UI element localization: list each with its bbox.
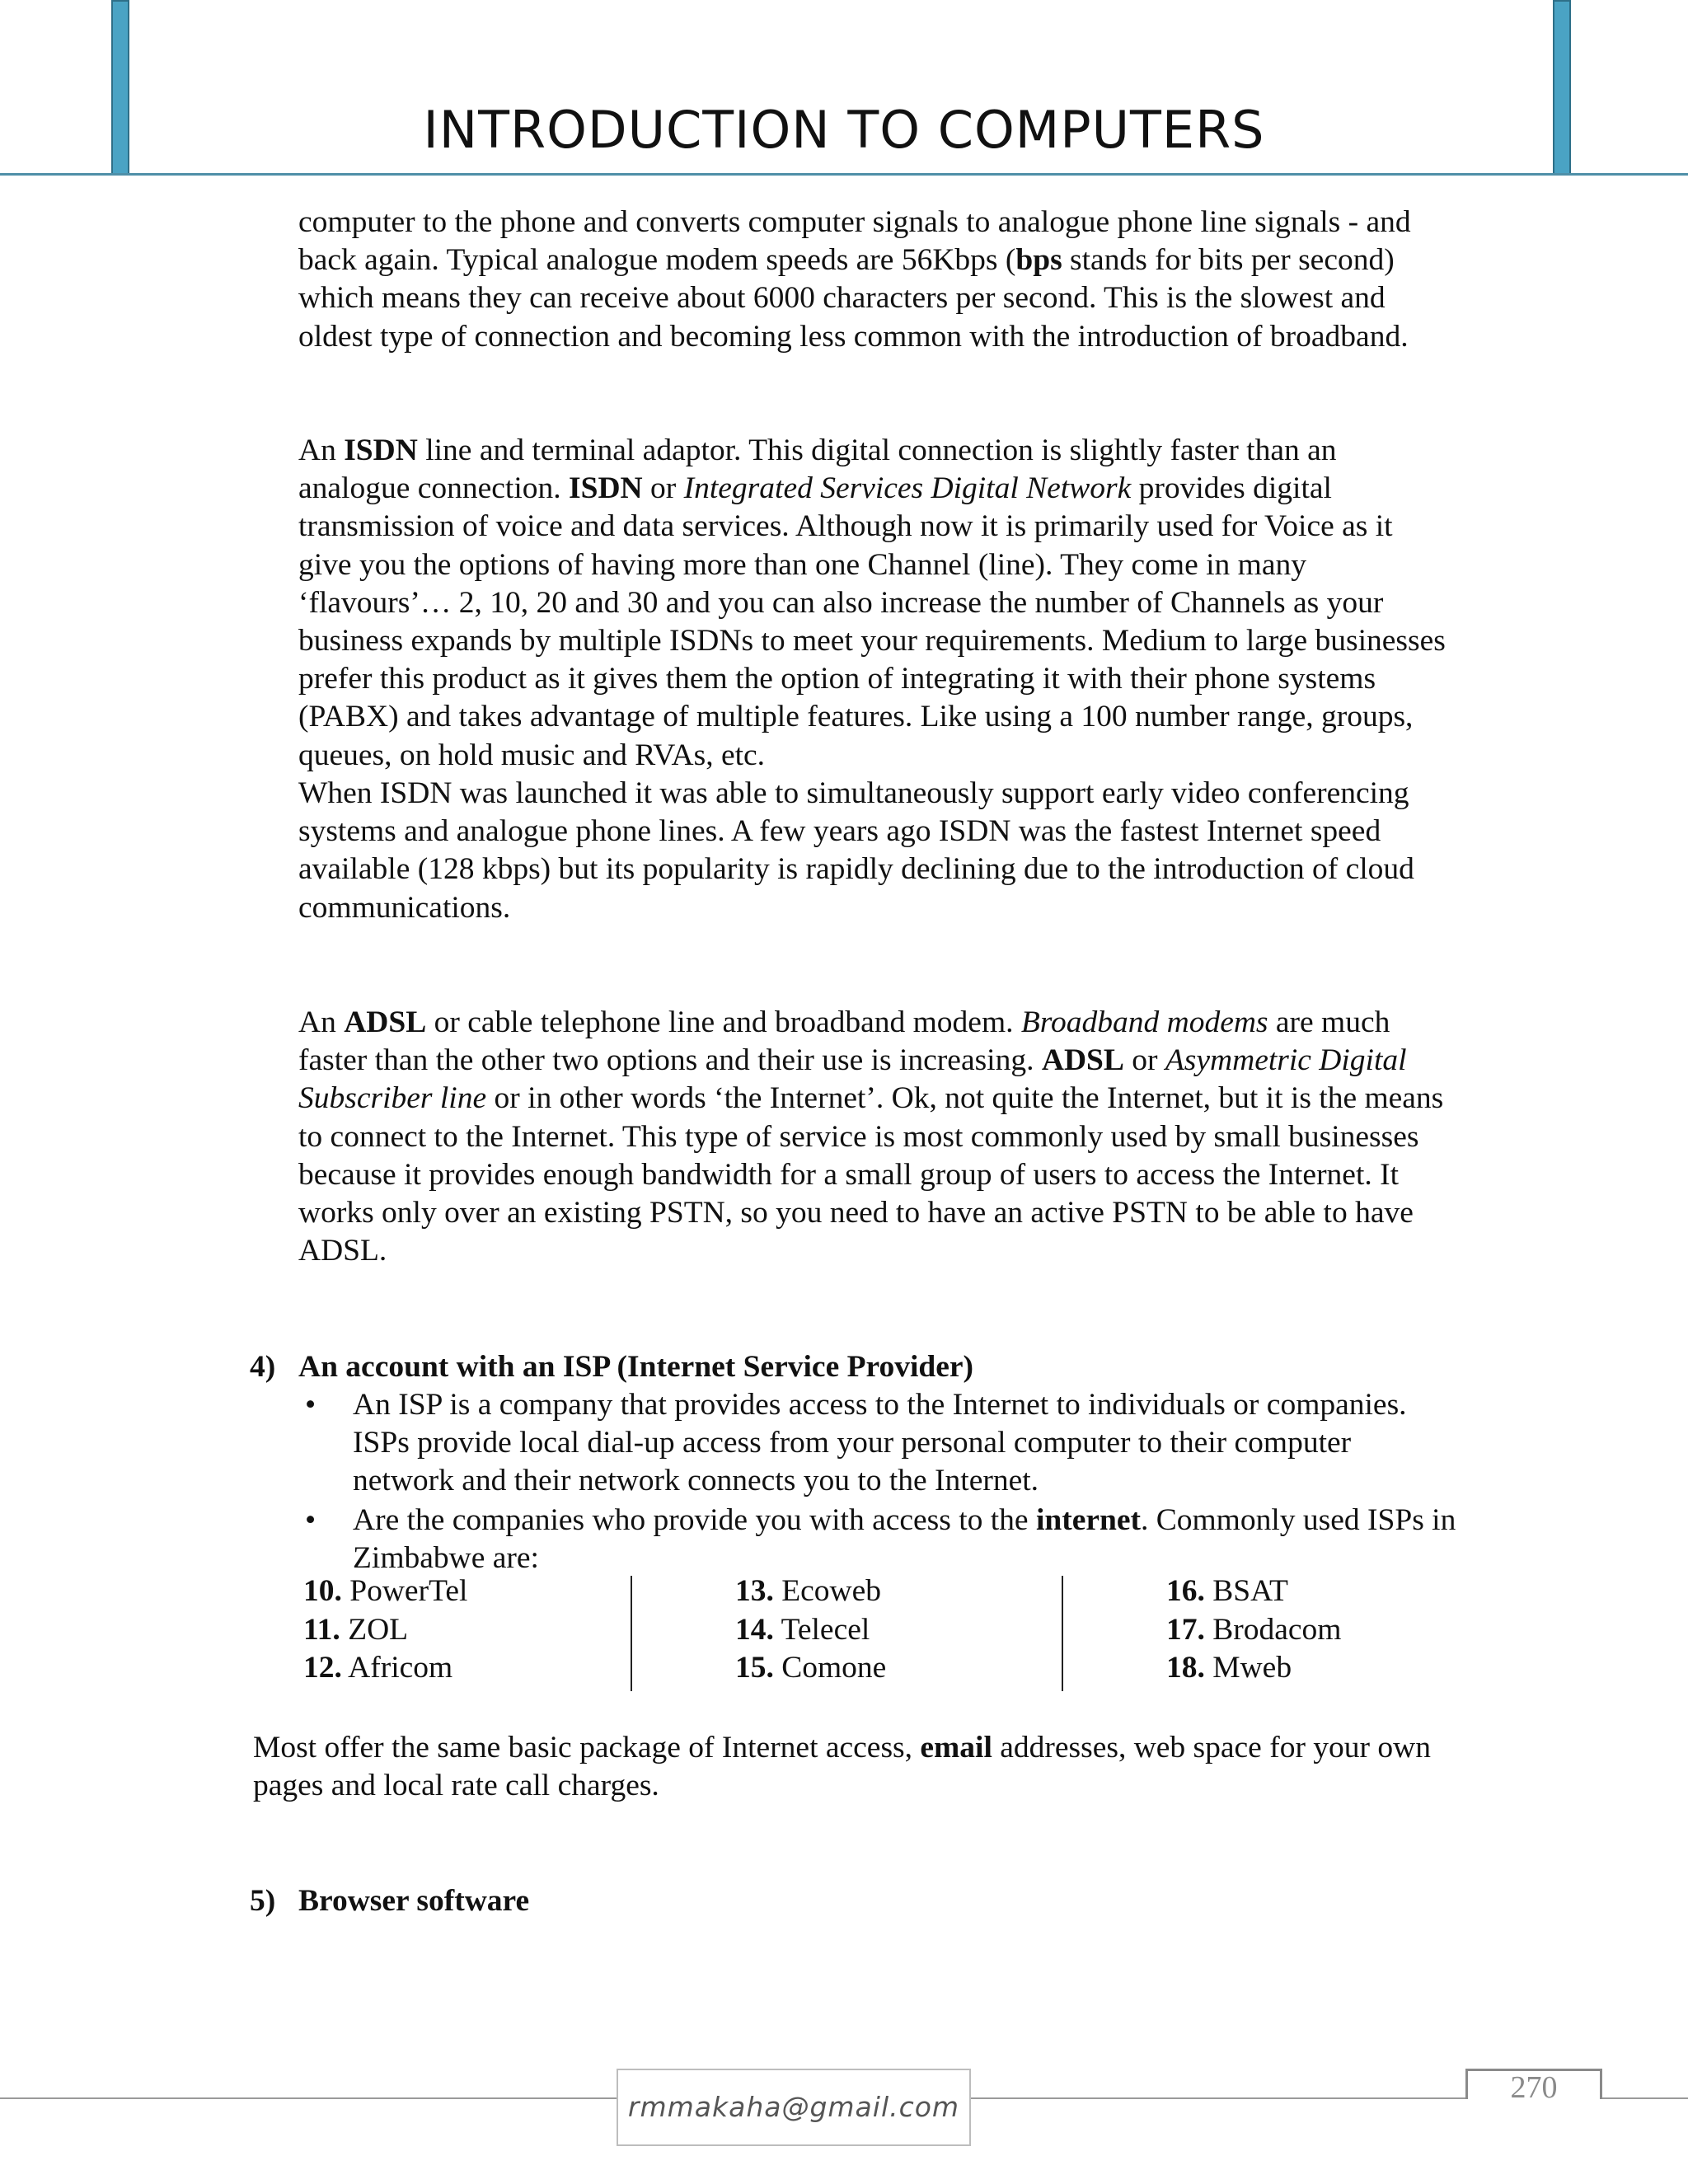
- isp-item-number: 18.: [1166, 1651, 1205, 1685]
- bold-term: internet: [1035, 1503, 1141, 1537]
- text-run: or cable telephone line and broadband modem.: [426, 1005, 1021, 1039]
- isp-item-name: Telecel: [773, 1612, 870, 1647]
- bold-term: bps: [1015, 243, 1062, 278]
- section-4-number: 4): [250, 1350, 276, 1384]
- isp-item-number: 14.: [735, 1612, 774, 1647]
- italic-term: Broadband modems: [1020, 1005, 1268, 1039]
- bullet-isp-providers-text: [353, 1502, 1459, 1577]
- paragraph-isdn-history: [298, 775, 1452, 927]
- page-number: 270: [1510, 2070, 1558, 2105]
- isp-list-item: [303, 1649, 467, 1688]
- isp-item-name: Comone: [773, 1651, 887, 1685]
- text-run: or: [1123, 1043, 1165, 1078]
- isp-column-divider: [1062, 1576, 1063, 1691]
- section-4-heading: [250, 1348, 973, 1386]
- paragraph-isdn: [298, 432, 1452, 775]
- isp-item-number: 10.: [303, 1574, 342, 1608]
- isp-list-item: [1166, 1649, 1341, 1688]
- bold-term: ISDN: [569, 471, 643, 506]
- isp-list-item: [735, 1572, 886, 1611]
- text-run: Are the companies who provide you with access to the: [353, 1503, 1036, 1537]
- footer-email: rmmakaha@gmail.com: [617, 2069, 971, 2146]
- italic-term: Integrated Services Digital Network: [683, 471, 1132, 506]
- section-5-title: Browser software: [298, 1884, 530, 1918]
- footer-rule: [1602, 2097, 1688, 2099]
- isp-column-divider: [631, 1576, 632, 1691]
- paragraph-modem: [298, 204, 1452, 356]
- isp-item-name: BSAT: [1204, 1574, 1288, 1608]
- isp-item-number: 15.: [735, 1651, 774, 1685]
- bold-term: ADSL: [1041, 1043, 1124, 1078]
- isp-item-number: 16.: [1166, 1574, 1205, 1608]
- isp-item-name: Africom: [341, 1651, 453, 1685]
- text-run: computer to the phone and converts computer signals to analogue phone line signals - and back again. Typical analogue modem speeds are 56Kbps (: [298, 205, 1411, 278]
- paragraph-isp-offers: [253, 1729, 1489, 1805]
- section-5-heading: [250, 1882, 529, 1920]
- isp-item-name: PowerTel: [341, 1574, 468, 1608]
- isp-item-name: Brodacom: [1204, 1612, 1342, 1647]
- text-run: or in other words ‘the Internet’. Ok, not quite the Internet, but it is the means to connect to the Internet. This type of service is most commonly used by small businesses because it provides enough bandwidth for a small group of users to access the Internet. It works only over an existing PSTN, so you need to have an active PSTN to be able to have ADSL.: [298, 1081, 1444, 1268]
- text-run: When ISDN was launched it was able to simultaneously support early video conferencing systems and analogue phone lines. A few years ago ISDN was the fastest Internet speed available (128 kbps) but its popularity is rapidly declining due to the introduction of cloud communications.: [298, 776, 1414, 925]
- text-run: An ISP is a company that provides access to the Internet to individuals or companies. ISPs provide local dial-up access from your personal computer to their computer network and their network connects you to the Internet.: [353, 1388, 1407, 1498]
- bullet-icon: •: [305, 1388, 316, 1422]
- isp-item-number: 11.: [303, 1612, 340, 1647]
- bold-term: ISDN: [344, 434, 418, 467]
- footer-rule: [971, 2097, 1465, 2099]
- isp-list-item: [1166, 1611, 1341, 1650]
- text-run: Most offer the same basic package of Internet access,: [253, 1731, 921, 1765]
- footer-rule: [0, 2097, 617, 2099]
- bullet-isp-definition-text: [353, 1386, 1459, 1501]
- text-run: or: [642, 471, 684, 506]
- bullet-isp-definition: [305, 1386, 1459, 1501]
- section-5-number: 5): [250, 1884, 276, 1918]
- bold-term: email: [920, 1731, 992, 1765]
- bold-term: ADSL: [344, 1005, 427, 1039]
- text-run: An: [298, 1005, 345, 1039]
- bullet-isp-providers: [305, 1502, 1459, 1577]
- isp-list-item: [303, 1611, 467, 1650]
- text-run: An: [298, 434, 345, 467]
- italic-term: Asymmetric Digital Subscriber line: [298, 1043, 1407, 1116]
- isp-list-item: [1166, 1572, 1341, 1611]
- isp-item-name: Mweb: [1204, 1651, 1292, 1685]
- text-run: are much faster than the other two options and their use is increasing.: [298, 1005, 1390, 1078]
- text-run: provides digital transmission of voice and data services. Although now it is primarily used for Voice as it give you the options of having more than one Channel (line). They come in many ‘flavours’… 2, 10, 20 and 30 and you can also increase the number of Channels as your business expands by multiple ISDNs to meet your requirements. Medium to large businesses prefer this product as it gives them the option of integrating it with their phone systems (PABX) and takes advantage of multiple features. Like using a 100 number range, groups, queues, on hold music and RVAs, etc.: [298, 471, 1446, 772]
- bullet-icon: •: [305, 1503, 316, 1537]
- section-4-title: An account with an ISP (Internet Service Provider): [298, 1350, 974, 1384]
- text-run: line and terminal adaptor. This digital connection is slightly faster than an analogue connection.: [298, 434, 1337, 506]
- isp-column-1: [303, 1572, 467, 1688]
- isp-list-item: [735, 1611, 886, 1650]
- isp-item-number: 17.: [1166, 1612, 1205, 1647]
- isp-list-item: [303, 1572, 467, 1611]
- header-rule: [0, 173, 1688, 176]
- isp-item-number: 13.: [735, 1574, 774, 1608]
- text-run: . Commonly used ISPs in Zimbabwe are:: [353, 1503, 1456, 1576]
- isp-item-number: 12.: [303, 1651, 342, 1685]
- text-run: addresses, web space for your own pages and local rate call charges.: [253, 1731, 1431, 1803]
- text-run: stands for bits per second) which means they can receive about 6000 characters per second. This is the slowest and oldest type of connection and becoming less common with the introduction of broadband.: [298, 243, 1409, 354]
- isp-list-item: [735, 1649, 886, 1688]
- isp-column-3: [1166, 1572, 1341, 1688]
- isp-column-2: [735, 1572, 886, 1688]
- isp-item-name: ZOL: [340, 1612, 409, 1647]
- isp-item-name: Ecoweb: [773, 1574, 882, 1608]
- paragraph-adsl: [298, 1004, 1452, 1270]
- page-header-title: INTRODUCTION TO COMPUTERS: [423, 100, 1265, 160]
